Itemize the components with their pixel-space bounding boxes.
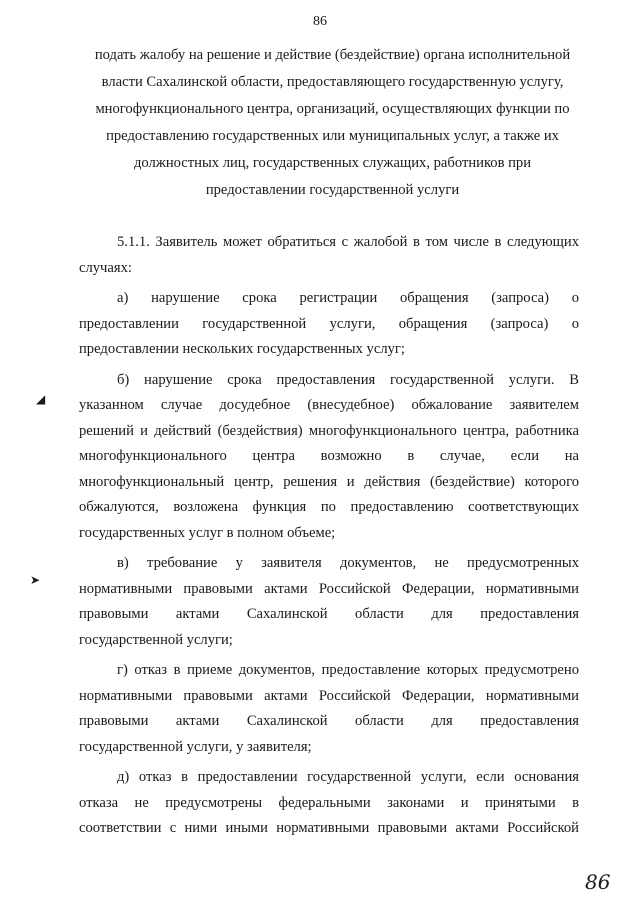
paragraph-line: предоставлении государственной услуги, обращения (запроса) о <box>79 315 579 332</box>
margin-mark: ◢ <box>36 392 46 406</box>
paragraph-line: правовыми актами Сахалинской области для предоставления <box>79 606 579 622</box>
paragraph-line: случаях: <box>79 259 132 276</box>
paragraph-line: многофункциональный центр, решения и действия (бездействие) которого <box>79 473 579 490</box>
paragraph-line: многофункционального центра возможно в случае, если на <box>79 448 579 464</box>
heading-line: подать жалобу на решение и действие (бездействие) органа исполнительной <box>94 47 571 63</box>
paragraph-line: государственных услуг в полном объеме; <box>79 524 336 541</box>
paragraph-line: решений и действий (бездействия) многофункционального центра, работника <box>79 422 579 439</box>
handwritten-page-number: 86 <box>585 870 611 894</box>
paragraph-5-1-1 <box>79 230 579 281</box>
paragraph-line: в) требование у заявителя документов, не предусмотренных <box>117 555 579 571</box>
document-body <box>79 230 579 847</box>
heading-line: предоставлению государственных или муниципальных услуг, а также их <box>106 128 559 144</box>
paragraph-b <box>79 368 579 547</box>
heading-line: должностных лиц, государственных служащих, работников при <box>133 155 532 171</box>
paragraph-line: правовыми актами Сахалинской области для предоставления <box>79 713 579 729</box>
page-number: 86 <box>313 14 327 29</box>
paragraph-line: соответствии с ними иными нормативными правовыми актами Российской <box>79 820 579 836</box>
heading-line: многофункционального центра, организаций, осуществляющих функции по <box>95 101 570 117</box>
paragraph-line: нормативными правовыми актами Российской Федерации, нормативными <box>79 580 579 597</box>
paragraph-line: государственной услуги, у заявителя; <box>79 738 312 755</box>
paragraph-line: обжалуются, возложена функция по предоставлению соответствующих <box>79 499 579 515</box>
paragraph-line: а) нарушение срока регистрации обращения (запроса) о <box>117 290 579 306</box>
paragraph-line: г) отказ в приеме документов, предоставление которых предусмотрено <box>117 662 579 678</box>
margin-mark: ➤ <box>30 573 41 587</box>
paragraph-line: указанном случае досудебное (внесудебное) обжалование заявителем <box>79 397 579 413</box>
paragraph-line: д) отказ в предоставлении государственной услуги, если основания <box>117 769 579 785</box>
paragraph-line: б) нарушение срока предоставления государственной услуги. В <box>117 371 579 388</box>
paragraph-d <box>79 765 579 842</box>
heading-line: власти Сахалинской области, предоставляющего государственную услугу, <box>101 74 564 90</box>
section-heading <box>40 42 625 204</box>
paragraph-g <box>79 658 579 760</box>
paragraph-line: 5.1.1. Заявитель может обратиться с жалобой в том числе в следующих <box>117 234 579 250</box>
paragraph-v <box>79 551 579 653</box>
paragraph-line: отказа не предусмотрены федеральными законами и принятыми в <box>79 794 579 811</box>
heading-line: предоставлении государственной услуги <box>205 182 460 198</box>
paragraph-line: государственной услуги; <box>79 631 233 648</box>
paragraph-line: предоставлении нескольких государственных услуг; <box>79 341 405 357</box>
paragraph-line: нормативными правовыми актами Российской Федерации, нормативными <box>79 687 579 704</box>
paragraph-a <box>79 286 579 363</box>
